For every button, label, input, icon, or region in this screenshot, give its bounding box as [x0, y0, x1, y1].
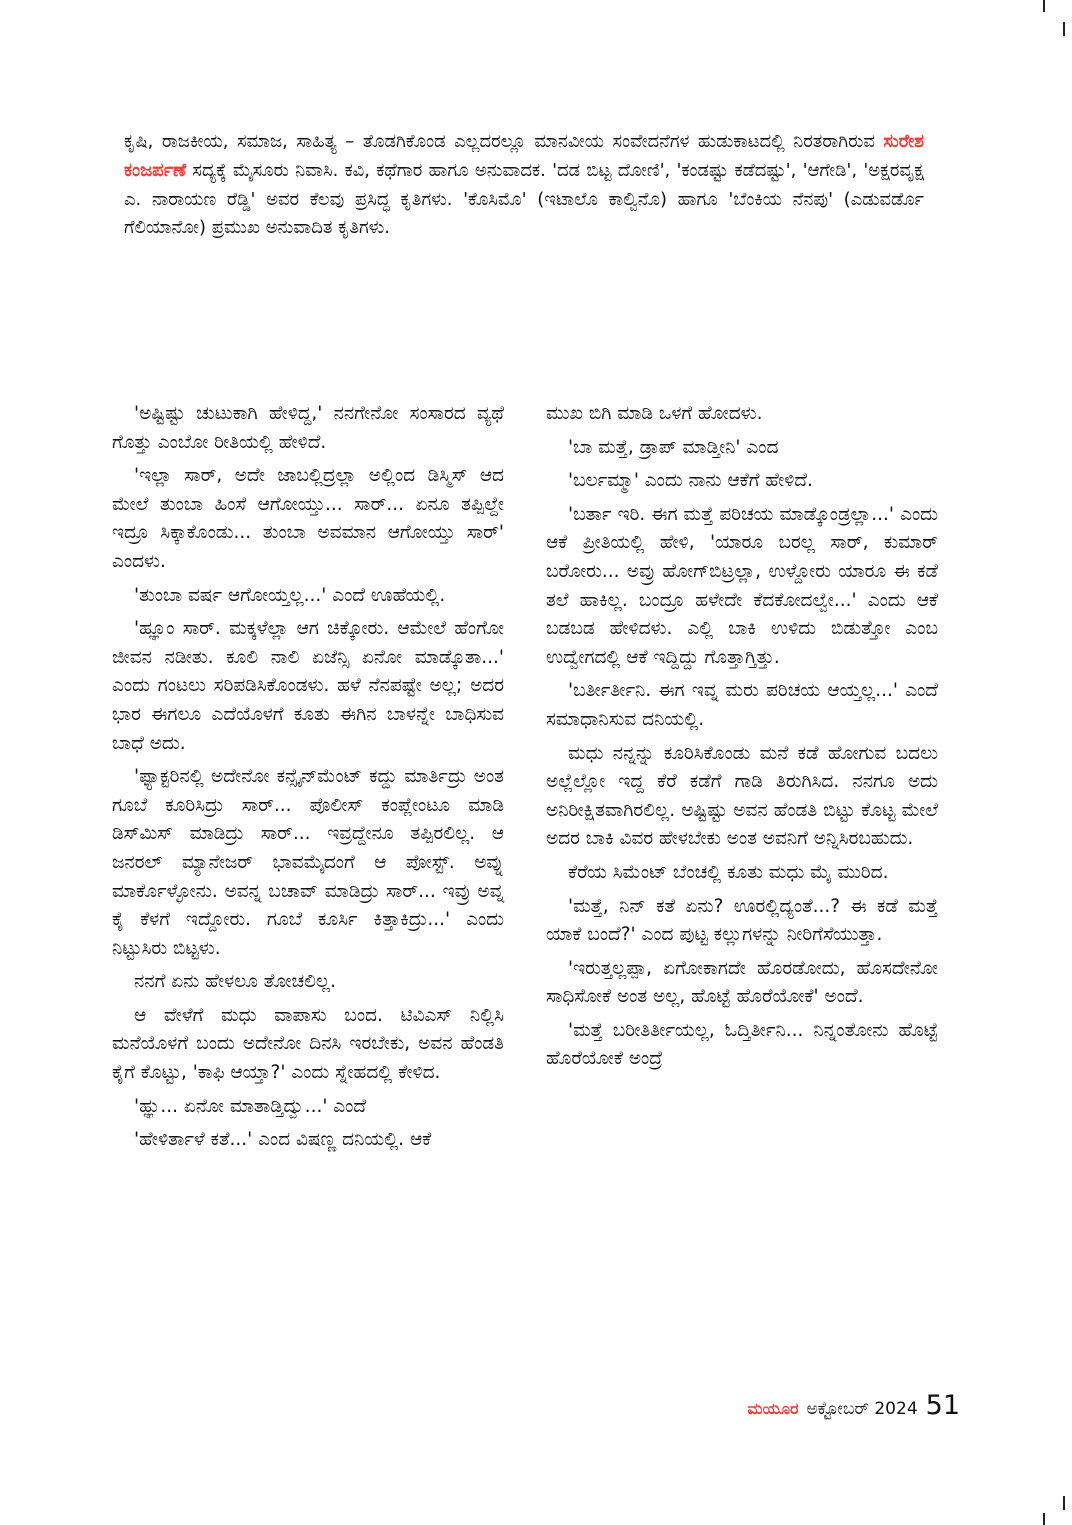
paragraph: 'ಹೇಳಿರ್ತಾಳೆ ಕತೆ...' ಎಂದ ವಿಷಣ್ಣ ದನಿಯಲ್ಲಿ. ಆಕೆ — [134, 1129, 432, 1151]
intro-text: ಕೃಷಿ, ರಾಜಕೀಯ, ಸಮಾಜ, ಸಾಹಿತ್ಯ – ತೊಡಗಿಕೊಂಡ ಎಲ್ಲದರಲ್ಲೂ ಮಾನವೀಯ ಸಂವೇದನೆಗಳ ಹುಡುಕಾಟದಲ್ಲಿ ನಿರತರಾಗಿರುವ — [124, 131, 884, 152]
author-intro — [124, 128, 924, 243]
paragraph: 'ಇರುತ್ತಲ್ಲಪ್ಪಾ, ಏಗೋಕಾಗದೇ ಹೊರಡೋದು, ಹೊಸದೇನೋ ಸಾಧಿಸೋಕೆ ಅಂತ ಅಲ್ಲ, ಹೊಟ್ಟೆ ಹೊರೆಯೋಕೆ' ಅಂದೆ. — [546, 957, 938, 1008]
paragraph: 'ಬರ್ಲಮ್ಮಾ' ಎಂದು ನಾನು ಆಕೆಗೆ ಹೇಳಿದೆ. — [568, 470, 813, 492]
paragraph: 'ಮತ್ತೆ, ನಿನ್ ಕತೆ ಏನು? ಊರಲ್ಲಿದ್ಯಂತೆ...? ಈ ಕಡೆ ಮತ್ತೆ ಯಾಕೆ ಬಂದೆ?' ಎಂದ ಪುಟ್ಟ ಕಲ್ಲುಗಳನ್ನು ನೀರಿಗೆಸೆಯುತ್ತಾ. — [546, 895, 938, 946]
paragraph: 'ಹ್ಞು... ಏನೋ ಮಾತಾಡ್ತಿದ್ವು...' ಎಂದೆ — [134, 1095, 367, 1117]
paragraph: ಆ ವೇಳೆಗೆ ಮಧು ವಾಪಾಸು ಬಂದ. ಟಿವಿಎಸ್ ನಿಲ್ಲಿಸಿ ಮನೆಯೊಳಗೆ ಬಂದು ಅದೇನೋ ದಿನಸಿ ಇರಬೇಕು, ಅವನ ಹೆಂಡತಿ ಕೈಗೆ ಕೊಟ್ಟು, 'ಕಾಫಿ ಆಯ್ತಾ?' ಎಂದು ಸ್ನೇಹದಲ್ಲಿ ಕೇಳಿದ. — [112, 1004, 504, 1084]
paragraph: ಮುಖ ಬಿಗಿ ಮಾಡಿ ಒಳಗೆ ಹೋದಳು. — [546, 403, 763, 424]
page-footer — [747, 1390, 960, 1421]
paragraph: 'ಹ್ಞೂಂ ಸಾರ್. ಮಕ್ಕಳೆಲ್ಲಾ ಆಗ ಚಿಕ್ಕೋರು. ಆಮೇಲೆ ಹೆಂಗೋ ಜೀವನ ನಡೀತು. ಕೂಲಿ ನಾಲಿ ಏಜೆನ್ಸಿ ಏನೋ ಮಾಡ್ಕೊತಾ...' ಎಂದು ಗಂಟಲು ಸರಿಪಡಿಸಿಕೊಂಡಳು. ಹಳೆ ನೆನಪಷ್ಟೇ ಅಲ್ಲ; ಅದರ ಭಾರ ಈಗಲೂ ಎದೆಯೊಳಗೆ ಕೂತು ಈಗಿನ ಬಾಳನ್ನೇ ಬಾಧಿಸುವ ಬಾಧೆ ಅದು. — [112, 618, 504, 754]
author-name: ಸುರೇಶ ಕಂಜರ್ಪಣೆ — [124, 131, 924, 181]
paragraph: 'ಬರ್ತಾ ಇರಿ. ಈಗ ಮತ್ತೆ ಪರಿಚಯ ಮಾಡ್ಕೊಂಡ್ರಲ್ಲಾ...' ಎಂದು ಆಕೆ ಪ್ರೀತಿಯಲ್ಲಿ ಹೇಳಿ, 'ಯಾರೂ ಬರಲ್ಲ ಸಾರ್, ಕುಮಾರ್ ಬರೋರು... ಅವ್ರು ಹೋಗ್‌ಬಿಟ್ರಲ್ಲಾ, ಉಳ್ದೋರು ಯಾರೂ ಈ ಕಡೆ ತಲೆ ಹಾಕಿಲ್ಲ. ಬಂದ್ರೂ ಹಳೇದೇ ಕೆದಕೋದಲ್ವೇ...' ಎಂದು ಆಕೆ ಬಡಬಡ ಹೇಳಿದಳು. ಎಲ್ಲಿ ಬಾಕಿ ಉಳಿದು ಬಿಡುತ್ತೋ ಎಂಬ ಉದ್ವೇಗದಲ್ಲಿ ಆಕೆ ಇದ್ದಿದ್ದು ಗೊತ್ತಾಗ್ತಿತ್ತು. — [546, 503, 938, 668]
issue-date: ಅಕ್ಟೋಬರ್ 2024 — [806, 1399, 918, 1419]
paragraph: ನನಗೆ ಏನು ಹೇಳಲೂ ತೋಚಲಿಲ್ಲ. — [134, 971, 336, 993]
left-column — [112, 400, 504, 1160]
paragraph: ಮಧು ನನ್ನನ್ನು ಕೂರಿಸಿಕೊಂಡು ಮನೆ ಕಡೆ ಹೋಗುವ ಬದಲು ಅಲ್ಲೆಲ್ಲೋ ಇದ್ದ ಕೆರೆ ಕಡೆಗೆ ಗಾಡಿ ತಿರುಗಿಸಿದ. ನನಗೂ ಅದು ಅನಿರೀಕ್ಷಿತವಾಗಿರಲಿಲ್ಲ. ಅಷ್ಟಿಷ್ಟು ಅವನ ಹೆಂಡತಿ ಬಿಟ್ಟು ಕೊಟ್ಟ ಮೇಲೆ ಅದರ ಬಾಕಿ ವಿವರ ಹೇಳಬೇಕು ಅಂತ ಅವನಿಗೆ ಅನ್ನಿಸಿರಬಹುದು. — [546, 742, 938, 850]
paragraph: 'ಬರ್ತೀರ್ತೀನಿ. ಈಗ ಇವ್ನ ಮರು ಪರಿಚಯ ಆಯ್ತಲ್ಲ...' ಎಂದೆ ಸಮಾಧಾನಿಸುವ ದನಿಯಲ್ಲಿ. — [546, 680, 938, 730]
paragraph: 'ಫ್ಯಾಕ್ಟರಿನಲ್ಲಿ ಅದೇನೋ ಕನ್ಸೈನ್‌ಮೆಂಟ್ ಕದ್ದು ಮಾರ್ತಿದ್ರು ಅಂತ ಗೂಬೆ ಕೂರಿಸಿದ್ರು ಸಾರ್... ಪೊಲೀಸ್ ಕಂಪ್ಲೇಂಟೂ ಮಾಡಿ ಡಿಸ್‌ಮಿಸ್ ಮಾಡಿದ್ರು ಸಾರ್... ಇವ್ರದ್ದೇನೂ ತಪ್ಪಿರಲಿಲ್ಲ. ಆ ಜನರಲ್ ಮ್ಯಾನೇಜರ್ ಭಾವಮೈದಂಗೆ ಆ ಪೋಸ್ಟ್. ಅವ್ನು ಮಾರ್ಕೊಳ್ಳೋನು. ಅವನ್ನ ಬಚಾವ್ ಮಾಡಿದ್ರು ಸಾರ್... ಇವ್ರು ಅವ್ನ ಕೈ ಕೆಳಗೆ ಇದ್ದೋರು. ಗೂಬೆ ಕೂರ್ಸಿ ಕಿತ್ತಾಕಿದ್ರು...' ಎಂದು ನಿಟ್ಟುಸಿರು ಬಿಟ್ಟಳು. — [112, 766, 504, 959]
paragraph: ಕೆರೆಯ ಸಿಮೆಂಟ್ ಬೆಂಚಲ್ಲಿ ಕೂತು ಮಧು ಮೈ ಮುರಿದ. — [568, 861, 889, 883]
paragraph: 'ಬಾ ಮತ್ತೆ, ಡ್ರಾಪ್ ಮಾಡ್ತೀನಿ' ಎಂದ — [568, 436, 779, 458]
crop-mark — [1043, 1513, 1045, 1525]
paragraph: 'ತುಂಬಾ ವರ್ಷ ಆಗೋಯ್ತಲ್ಲ...' ಎಂದೆ ಊಹೆಯಲ್ಲಿ. — [134, 584, 446, 606]
crop-mark — [1063, 22, 1065, 36]
page-number: 51 — [925, 1390, 960, 1421]
crop-mark — [1043, 0, 1045, 12]
paragraph: 'ಅಷ್ಟಿಷ್ಟು ಚುಟುಕಾಗಿ ಹೇಳಿದ್ದ,' ನನಗೇನೋ ಸಂಸಾರದ ವ್ಯಥೆ ಗೊತ್ತು ಎಂಬೋ ರೀತಿಯಲ್ಲಿ ಹೇಳಿದೆ. — [112, 403, 504, 453]
right-column — [546, 400, 938, 1079]
paragraph: 'ಮತ್ತೆ ಬರೀತಿರ್ತೀಯಲ್ಲ, ಓದ್ತಿರ್ತೀನಿ... ನಿನ್ನಂತೋನು ಹೊಟ್ಟೆ ಹೊರೆಯೋಕೆ ಅಂದ್ರೆ — [546, 1019, 938, 1070]
magazine-logo: ಮಯೂರ — [747, 1399, 799, 1418]
intro-text-rest: ಸದ್ಯಕ್ಕೆ ಮೈಸೂರು ನಿವಾಸಿ. ಕವಿ, ಕಥೆಗಾರ ಹಾಗೂ ಅನುವಾದಕ. 'ದಡ ಬಿಟ್ಟ ದೋಣಿ', 'ಕಂಡಷ್ಟು ಕಡೆದಷ್ಟು', 'ಆಗೇಡಿ', 'ಅಕ್ಷರವೃಕ್ಷ ಎ. ನಾರಾಯಣ ರೆಡ್ಡಿ' ಅವರ ಕೆಲವು ಪ್ರಸಿದ್ಧ ಕೃತಿಗಳು. 'ಕೊಸಿಮೊ' (ಇಟಾಲೊ ಕಾಲ್ವಿನೊ) ಹಾಗೂ 'ಬೆಂಕಿಯ ನೆನಪು' (ಎಡುವರ್ಡೊ ಗೆಲಿಯಾನೋ) ಪ್ರಮುಖ ಅನುವಾದಿತ ಕೃತಿಗಳು. — [124, 159, 924, 239]
paragraph: 'ಇಲ್ಲಾ ಸಾರ್, ಅದೇ ಜಾಬಲ್ಲಿದ್ರಲ್ಲಾ ಅಲ್ಲಿಂದ ಡಿಸ್ಮಿಸ್ ಆದ ಮೇಲೆ ತುಂಬಾ ಹಿಂಸೆ ಆಗೋಯ್ತು... ಸಾರ್... ಏನೂ ತಪ್ಪಿಲ್ದೇ ಇದ್ರೂ ಸಿಕ್ಕಾಕೊಂಡು... ತುಂಬಾ ಅವಮಾನ ಆಗೋಯ್ತು ಸಾರ್' ಎಂದಳು. — [112, 465, 504, 572]
crop-mark — [1063, 1496, 1065, 1510]
